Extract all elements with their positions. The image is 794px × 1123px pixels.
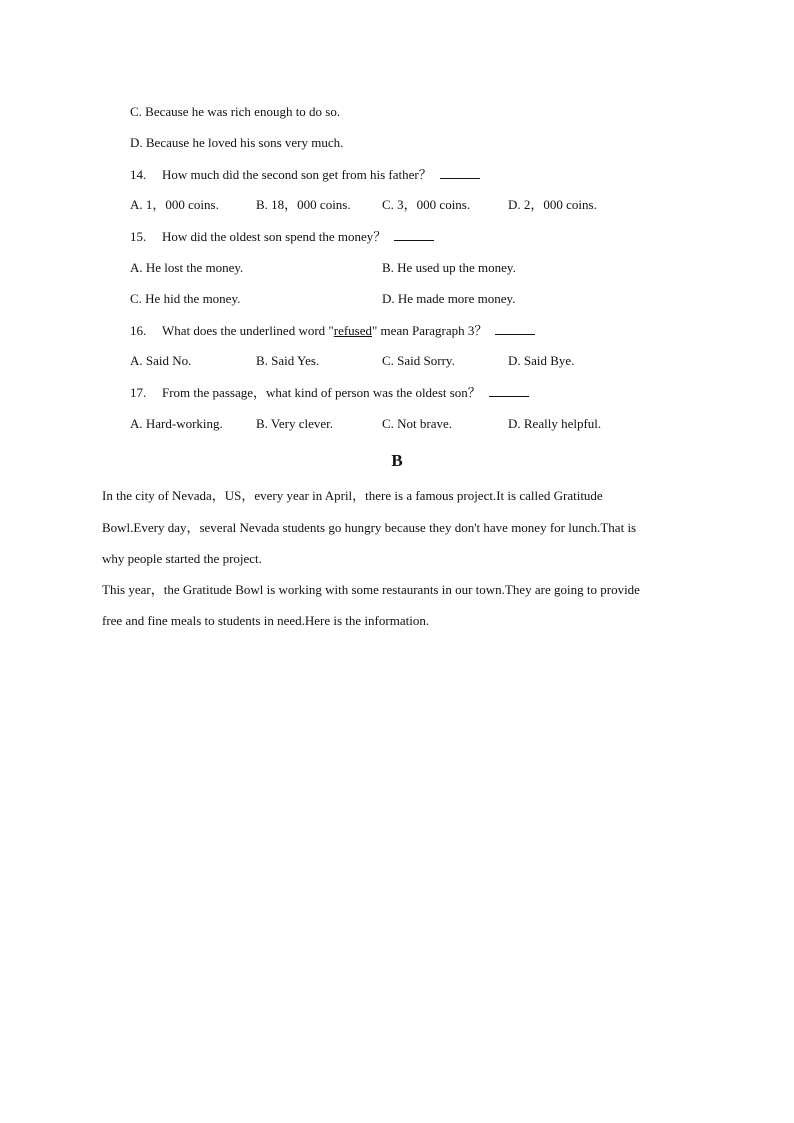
answer-blank — [489, 384, 529, 397]
q15-option-c: C. He hid the money. — [130, 291, 241, 306]
question-number: 16. — [130, 323, 147, 338]
question-text-after: " mean Paragraph 3？ — [372, 323, 488, 338]
question-17 — [130, 384, 529, 401]
q13-option-d: D. Because he loved his sons very much. — [130, 135, 344, 150]
question-number: 17. — [130, 385, 147, 400]
passage-line: This year，the Gratitude Bowl is working with some restaurants in our town.They are going to provide — [102, 582, 640, 597]
q14-option-d: D. 2，000 coins. — [508, 197, 597, 212]
q14-option-b: B. 18，000 coins. — [256, 197, 351, 212]
q17-option-d: D. Really helpful. — [508, 416, 602, 431]
question-16 — [130, 322, 535, 339]
q16-option-b: B. Said Yes. — [256, 353, 320, 368]
q15-option-d: D. He made more money. — [382, 291, 516, 306]
q17-option-a: A. Hard-working. — [130, 416, 223, 431]
question-text: From the passage，what kind of person was the oldest son？ — [162, 385, 481, 400]
question-number: 15. — [130, 229, 147, 244]
q16-option-c: C. Said Sorry. — [382, 353, 455, 368]
answer-blank — [394, 228, 434, 241]
q17-option-c: C. Not brave. — [382, 416, 453, 431]
answer-blank — [440, 166, 480, 179]
q15-option-b: B. He used up the money. — [382, 260, 516, 275]
question-text: How did the oldest son spend the money？ — [162, 229, 387, 244]
question-number: 14. — [130, 167, 147, 182]
question-14 — [130, 166, 480, 183]
question-15 — [130, 228, 434, 245]
section-heading: B — [391, 451, 403, 470]
q16-option-d: D. Said Bye. — [508, 353, 575, 368]
q15-option-a: A. He lost the money. — [130, 260, 244, 275]
answer-blank — [495, 322, 535, 335]
q14-option-c: C. 3，000 coins. — [382, 197, 471, 212]
underlined-word: refused — [333, 323, 372, 338]
passage-line: why people started the project. — [102, 551, 262, 566]
question-text: How much did the second son get from his father？ — [162, 167, 432, 182]
q17-option-b: B. Very clever. — [256, 416, 334, 431]
passage-line: In the city of Nevada，US，every year in April，there is a famous project.It is called Gratitude — [102, 488, 603, 503]
passage-line: free and fine meals to students in need.Here is the information. — [102, 613, 430, 628]
question-text-before: What does the underlined word " — [162, 323, 334, 338]
passage-line: Bowl.Every day，several Nevada students go hungry because they don't have money for lunch.That is — [102, 520, 637, 535]
q16-option-a: A. Said No. — [130, 353, 192, 368]
q14-option-a: A. 1，000 coins. — [130, 197, 219, 212]
q13-option-c: C. Because he was rich enough to do so. — [130, 104, 341, 119]
